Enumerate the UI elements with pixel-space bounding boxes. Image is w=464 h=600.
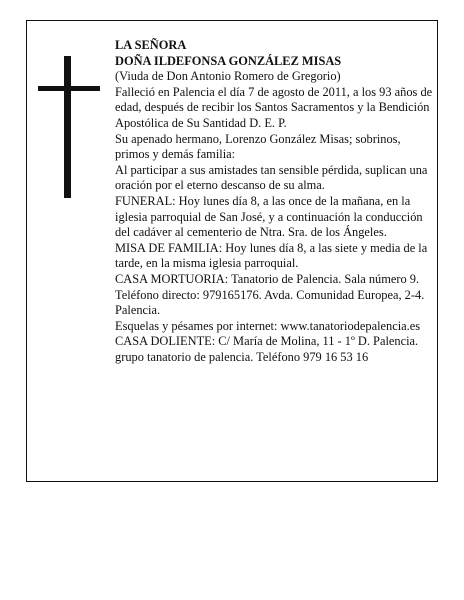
cross-icon [38,56,100,198]
obituary-text [115,38,435,365]
cross-vertical-bar [64,56,71,198]
family-paragraph: Su apenado hermano, Lorenzo González Misas; sobrinos, primos y demás familia: [115,131,401,162]
widow-line: (Viuda de Don Antonio Romero de Gregorio) [115,69,341,84]
request-paragraph: Al participar a sus amistades tan sensible pérdida, suplican una oración por el eterno descanso de su alma. [115,162,428,193]
funeral-paragraph: FUNERAL: Hoy lunes día 8, a las once de la mañana, en la iglesia parroquial de San José, y a continuación la conducción del cadáver al cementerio de Ntra. Sra. de los Ángeles. [115,193,423,240]
cross-horizontal-bar [38,86,100,91]
group-paragraph: grupo tanatorio de palencia. Teléfono 979 16 53 16 [115,349,369,364]
death-paragraph: Falleció en Palencia el día 7 de agosto de 2011, a los 93 años de edad, después de recibir los Santos Sacramentos y la Bendición Apostólica de Su Santidad D. E. P. [115,84,433,130]
mortuary-paragraph: CASA MORTUORIA: Tanatorio de Palencia. Sala número 9. Teléfono directo: 979165176. Avda. Comunidad Europea, 2-4. Palencia. [115,271,425,318]
notice-title: LA SEÑORA [115,38,187,52]
internet-paragraph: Esquelas y pésames por internet: www.tanatoriodepalencia.es [115,318,421,333]
home-paragraph: CASA DOLIENTE: C/ María de Molina, 11 - 1º D. Palencia. [115,334,419,349]
mass-paragraph: MISA DE FAMILIA: Hoy lunes día 8, a las siete y media de la tarde, en la misma iglesia parroquial. [115,240,428,271]
deceased-name: DOÑA ILDEFONSA GONZÁLEZ MISAS [115,53,342,68]
